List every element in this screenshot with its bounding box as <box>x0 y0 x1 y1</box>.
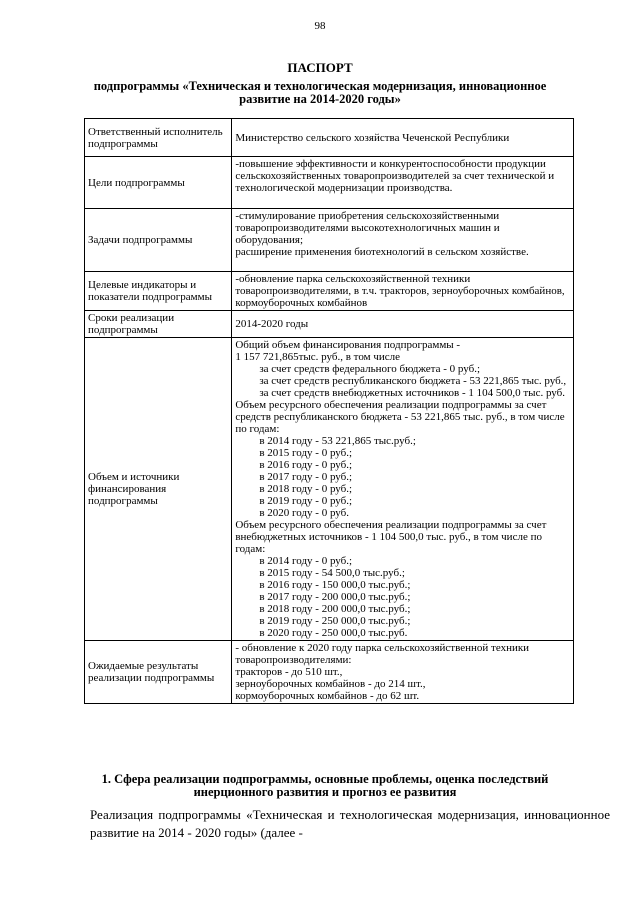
results-line: тракторов - до 510 шт., <box>235 666 343 678</box>
funding-year-line: в 2017 году - 200 000,0 тыс.руб.; <box>259 591 411 603</box>
row-value <box>232 338 574 641</box>
table-row-terms <box>85 311 574 338</box>
tasks-line: расширение применения биотехнологий в сельском хозяйстве. <box>235 246 529 258</box>
funding-total-value: 1 157 721,865тыс. руб., в том числе <box>235 351 400 363</box>
table-row-funding <box>85 338 574 641</box>
row-value: -обновление парка сельскохозяйственной техники товаропроизводителями, в т.ч. тракторов, зерноуборочных комбайнов, кормоуборочных комбайнов <box>232 272 574 311</box>
funding-year-line: в 2015 году - 0 руб.; <box>259 447 353 459</box>
row-value <box>232 641 574 704</box>
row-value <box>232 209 574 272</box>
row-value: -повышение эффективности и конкурентоспособности продукции сельскохозяйственных товаропроизводителей за счет технической и технологической модернизации производства. <box>232 157 574 209</box>
funding-year-line: в 2016 году - 0 руб.; <box>259 459 353 471</box>
funding-year-line: в 2017 году - 0 руб.; <box>259 471 353 483</box>
funding-extra: за счет средств внебюджетных источников - 1 104 500,0 тыс. руб. <box>259 387 566 399</box>
funding-year-line: в 2014 году - 53 221,865 тыс.руб.; <box>259 435 416 447</box>
funding-year-line: в 2020 году - 250 000,0 тыс.руб. <box>259 627 408 639</box>
document-title: ПАСПОРТ <box>287 60 353 75</box>
table-row-indicators <box>85 272 574 311</box>
funding-year-line: в 2014 году - 0 руб.; <box>259 555 353 567</box>
table-row-tasks <box>85 209 574 272</box>
body-paragraph: Реализация подпрограммы «Техническая и технологическая модернизация, инновационное развитие на 2014 - 2020 годы» (далее - <box>90 807 610 840</box>
row-label: Задачи подпрограммы <box>85 209 232 272</box>
tasks-line: -стимулирование приобретения сельскохозяйственными товаропроизводителями высокотехнологичных машин и оборудования; <box>235 210 500 246</box>
funding-republic-intro: Объем ресурсного обеспечения реализации подпрограммы за счет средств республиканского бюджета - 53 221,865 тыс. руб., в том числе по годам: <box>235 399 565 435</box>
funding-year-line: в 2018 году - 200 000,0 тыс.руб.; <box>259 603 411 615</box>
funding-year-line: в 2018 году - 0 руб.; <box>259 483 353 495</box>
row-label: Ожидаемые результаты реализации подпрограммы <box>85 641 232 704</box>
funding-year-line: в 2020 году - 0 руб. <box>259 507 350 519</box>
row-label: Целевые индикаторы и показатели подпрограммы <box>85 272 232 311</box>
funding-total-intro: Общий объем финансирования подпрограммы - <box>235 339 461 351</box>
table-row-executor <box>85 119 574 157</box>
row-label: Цели подпрограммы <box>85 157 232 209</box>
row-value: Министерство сельского хозяйства Чеченской Республики <box>232 119 574 157</box>
funding-federal: за счет средств федерального бюджета - 0 руб.; <box>259 363 481 375</box>
row-label: Ответственный исполнитель подпрограммы <box>85 119 232 157</box>
results-line: - обновление к 2020 году парка сельскохозяйственной техники товаропроизводителями: <box>235 642 530 666</box>
row-label: Сроки реализации подпрограммы <box>85 311 232 338</box>
funding-republic: за счет средств республиканского бюджета - 53 221,865 тыс. руб., <box>259 375 567 387</box>
funding-extra-intro: Объем ресурсного обеспечения реализации подпрограммы за счет внебюджетных источников - 1 104 500,0 тыс. руб., в том числе по годам: <box>235 519 547 555</box>
table-row-goals <box>85 157 574 209</box>
results-line: зерноуборочных комбайнов - до 214 шт., <box>235 678 426 690</box>
funding-year-line: в 2019 году - 250 000,0 тыс.руб.; <box>259 615 411 627</box>
row-label: Объем и источники финансирования подпрограммы <box>85 338 232 641</box>
passport-table <box>84 118 574 704</box>
section-heading: 1. Сфера реализации подпрограммы, основные проблемы, оценка последствий инерционного развития и прогноз ее развития <box>101 772 549 799</box>
row-value: 2014-2020 годы <box>232 311 574 338</box>
results-line: кормоуборочных комбайнов - до 62 шт. <box>235 690 420 702</box>
page-number: 98 <box>314 20 326 32</box>
document-subtitle: подпрограммы «Техническая и технологическая модернизация, инновационное развитие на 2014-2020 годы» <box>93 79 547 106</box>
funding-year-line: в 2016 году - 150 000,0 тыс.руб.; <box>259 579 411 591</box>
funding-year-line: в 2019 году - 0 руб.; <box>259 495 353 507</box>
table-row-results <box>85 641 574 704</box>
funding-year-line: в 2015 году - 54 500,0 тыс.руб.; <box>259 567 405 579</box>
